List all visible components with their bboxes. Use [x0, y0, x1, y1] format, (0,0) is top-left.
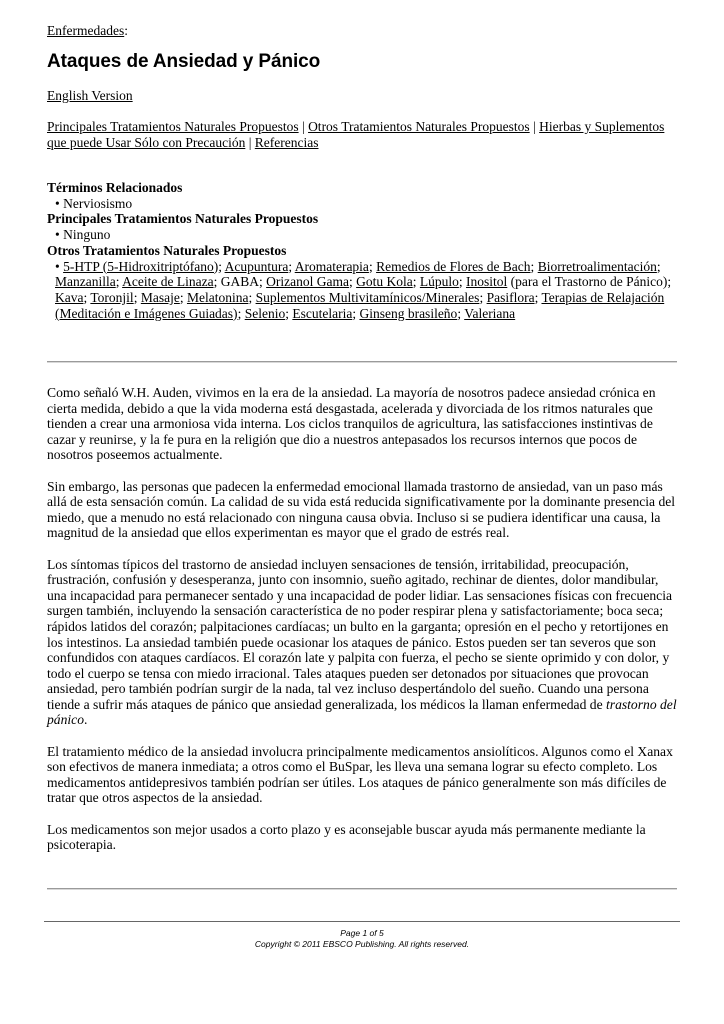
nav-link[interactable]: Referencias — [254, 135, 319, 150]
treatment-link[interactable]: Escutelaria — [292, 305, 353, 321]
section-nav — [47, 119, 677, 151]
treatment-note: (para el Trastorno de Pánico) — [507, 274, 668, 290]
breadcrumb-suffix: : — [124, 23, 128, 38]
treatment-link[interactable]: Orizanol Gama — [266, 274, 349, 290]
treatment-link[interactable]: Inositol — [466, 274, 508, 290]
paragraph — [47, 557, 679, 729]
panic-term: trastorno del pánico — [47, 696, 677, 728]
nav-separator: | — [245, 135, 255, 150]
paragraph: Sin embargo, las personas que padecen la enfermedad emocional llamada trastorno de ansiedad, van un paso más allá de esta sensación común. La calidad de su vida está reducida significativamente por la dominante presencia del miedo, que a menudo no está relacionado con ninguna causa obvia. Incluso si se pudiera identificar una causa, la magnitud de la ansiedad que ellos experimentan es mayor que el grado de estrés real. — [47, 478, 676, 541]
treatment-link[interactable]: Selenio — [244, 305, 286, 321]
treatment-link[interactable]: Aceite de Linaza — [122, 274, 214, 290]
treatment-link[interactable]: Ginseng brasileño — [359, 305, 458, 321]
paragraph: Los medicamentos son mejor usados a corto plazo y es aconsejable buscar ayuda más permanente mediante la psicoterapia. — [47, 821, 646, 853]
treatment-link[interactable]: Remedios de Flores de Bach — [376, 258, 531, 274]
treatment-link[interactable]: Melatonina — [186, 289, 249, 305]
treatment-link[interactable]: 5-HTP (5-Hidroxitriptófano) — [63, 258, 219, 274]
treatment-link[interactable]: Toronjil — [90, 289, 134, 305]
related-section — [47, 180, 677, 321]
treatment-link[interactable]: Suplementos Multivitamínicos/Minerales — [255, 289, 480, 305]
principal-treatment: Ninguno — [63, 227, 111, 243]
other-treatments-heading: Otros Tratamientos Naturales Propuestos — [47, 242, 287, 258]
paragraph-text: Los síntomas típicos del trastorno de ansiedad incluyen sensaciones de tensión, irritabilidad, preocupación, frustración, confusión y desesperanza, junto con insomnio, sueño agitado, rechinar de dientes, dolor mandibular, una incapacidad para permanecer sentado y una incapacidad de poder lidiar. Las sensaciones físicas con frecuencia surgen también, incluyendo la sensación característica de no poder respirar plena y satisfactoriamente; boca seca; rápidos latidos del corazón; palpitaciones cardíacas; un bulto en la garganta; opresión en el pecho y retortijones en los intestinos. La ansiedad también puede ocasionar los ataques de pánico. Estos pueden ser tan severos que son confundidos con ataques cardíacos. El corazón late y palpita con fuerza, el pecho se siente oprimido y con dolor, y todo el cuerpo se tensa con miedo irracional. Tales ataques pueden ser detonados por situaciones que provocan ansiedad, pero también podrían surgir de la nada, tal vez incluso despertándolo del sueño. Cuando una persona tiende a sufrir más ataques de pánico que ansiedad generalizada, los médicos la llaman enfermedad de — [47, 556, 673, 712]
panic-term-suffix: . — [84, 712, 88, 728]
divider-bottom — [47, 888, 677, 890]
treatment-link[interactable]: Acupuntura — [224, 258, 289, 274]
nav-separator: | — [529, 119, 540, 134]
treatment-link[interactable]: Masaje — [140, 289, 180, 305]
nav-link[interactable]: Hierbas y Suplementos que puede Usar Sólo con Precaución — [47, 119, 665, 150]
page-footer — [0, 928, 724, 950]
divider-top — [47, 361, 677, 363]
nav-link[interactable]: Principales Tratamientos Naturales Propuestos — [47, 119, 299, 134]
page-number: Page 1 of 5 — [340, 928, 384, 938]
treatment-link[interactable]: Kava — [55, 289, 84, 305]
paragraph: El tratamiento médico de la ansiedad involucra principalmente medicamentos ansiolíticos. Algunos como el Xanax son efectivos de manera inmediata; a otros como el BuSpar, les lleva una semana lograr su efecto completo. Los medicamentos antidepresivos también podrían ser útiles. Los ataques de pánico generalmente son más difíciles de tratar que otros aspectos de la ansiedad. — [47, 743, 673, 806]
nav-separator: | — [298, 119, 309, 134]
treatment-link[interactable]: Manzanilla — [55, 274, 116, 290]
treatment-link[interactable]: Lúpulo — [419, 274, 459, 290]
related-terms-list: • Nerviosismo — [55, 195, 133, 211]
related-terms-heading: Términos Relacionados — [47, 180, 183, 195]
article-body — [47, 385, 679, 868]
treatment-link: GABA — [220, 274, 259, 290]
treatment-link[interactable]: Gotu Kola — [356, 274, 413, 290]
paragraph: Como señaló W.H. Auden, vivimos en la era de la ansiedad. La mayoría de nosotros padece ansiedad crónica en cierta medida, debido a que la vida moderna está desgastada, acelerada y divorciada de los ritmos naturales que tienden a crear una armoniosa vida interna. Los ciclos tranquilos de agricultura, las satisfacciones instintivas de cazar y reunirse, y la fe pura en la religión que dio a nuestros antepasados los recursos internos que pocos de nosotros poseemos actualmente. — [47, 385, 656, 463]
page-title: Ataques de Ansiedad y Pánico — [47, 51, 321, 72]
principal-treatments-list: • Ninguno — [55, 227, 111, 243]
treatment-link[interactable]: Pasiflora — [486, 289, 535, 305]
other-treatments-list: • 5-HTP (5-Hidroxitriptófano); Acupuntura; Aromaterapia; Remedios de Flores de Bach; Biorretroalimentación; Manzanilla; Aceite de Linaza; GABA; Orizanol Gama; Gotu Kola; Lúpulo; Inositol (para el Trastorno de Pánico); Kava; Toronjil; Masaje; Melatonina; Suplementos Multivitamínicos/Minerales; Pasiflora; Terapias de Relajación (Meditación e Imágenes Guiadas); Selenio; Escutelaria; Ginseng brasileño; Valeriana — [55, 258, 672, 321]
treatment-link[interactable]: Valeriana — [464, 305, 516, 321]
breadcrumb — [47, 22, 677, 40]
nav-link[interactable]: Otros Tratamientos Naturales Propuestos — [308, 119, 530, 134]
breadcrumb-link-enfermedades[interactable]: Enfermedades — [47, 23, 125, 38]
treatment-link[interactable]: Terapias de Relajación (Meditación e Imágenes Guiadas) — [55, 289, 665, 321]
treatment-link[interactable]: Aromaterapia — [294, 258, 369, 274]
related-term: Nerviosismo — [63, 195, 133, 211]
treatment-link[interactable]: Biorretroalimentación — [537, 258, 657, 274]
article-header — [47, 22, 677, 321]
principal-treatments-heading: Principales Tratamientos Naturales Propuestos — [47, 211, 319, 227]
english-version-link[interactable]: English Version — [47, 88, 133, 103]
copyright: Copyright © 2011 EBSCO Publishing. All rights reserved. — [254, 939, 470, 949]
footer-rule — [44, 921, 680, 922]
